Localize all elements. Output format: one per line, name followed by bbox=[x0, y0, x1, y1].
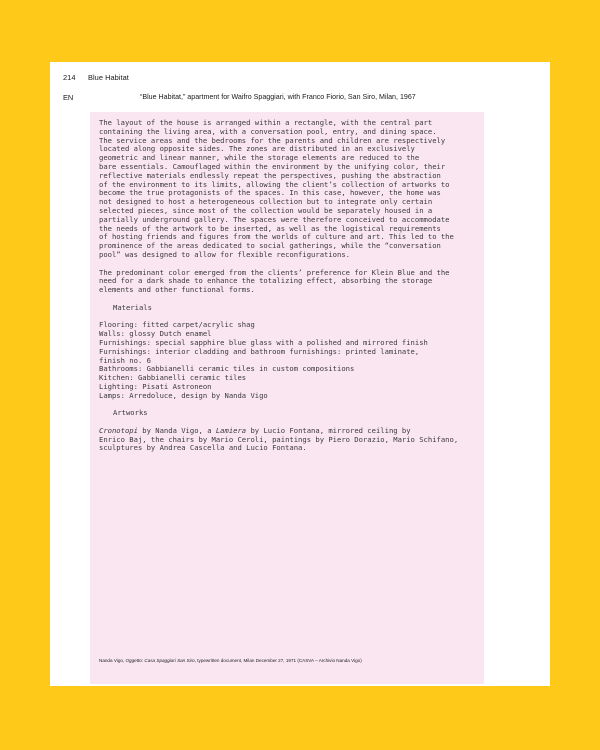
materials-item: Kitchen: Gabbianelli ceramic tiles bbox=[99, 373, 247, 383]
text-line: not designed to host a heterogeneous collection but to integrate only certain bbox=[99, 197, 433, 207]
document-body bbox=[99, 119, 480, 453]
language-label: EN bbox=[63, 93, 74, 102]
materials-item: Bathrooms: Gabbianelli ceramic tiles in custom compositions bbox=[99, 364, 355, 374]
materials-list bbox=[99, 321, 480, 400]
paragraph-color bbox=[99, 269, 480, 295]
materials-item: Lighting: Pisati Astroneon bbox=[99, 381, 212, 391]
text-line: elements and other functional forms. bbox=[99, 285, 255, 295]
book-page bbox=[50, 62, 550, 686]
text-line: The service areas and the bedrooms for the parents and children are respectively bbox=[99, 135, 446, 145]
materials-item: Lamps: Arredoluce, design by Nanda Vigo bbox=[99, 390, 268, 400]
materials-item: Furnishings: special sapphire blue glass with a polished and mirrored finish bbox=[99, 337, 428, 347]
caption-title: Oggetto: Casa Spaggiari San Siro bbox=[125, 658, 195, 663]
artworks-line: Enrico Baj, the chairs by Mario Ceroli, paintings by Piero Dorazio, Mario Schifano, bbox=[99, 434, 459, 444]
text-line: prominence of the areas dedicated to social gatherings, while the “conversation bbox=[99, 241, 441, 251]
text-line: partially underground gallery. The spaces were therefore conceived to accommodate bbox=[99, 214, 450, 224]
text-line: bare essentials. Camouflaged within the environment by the unifying color, their bbox=[99, 161, 446, 171]
text-line: containing the living area, with a conversation pool, entry, and dining space. bbox=[99, 126, 437, 136]
artworks-text-fragment: by Lucio Fontana, mirrored ceiling by bbox=[246, 425, 411, 435]
caption-suffix: , typewritten document, Milan December 27, 1971 (CASVA – Archivio Nanda Vigo) bbox=[194, 658, 362, 663]
artworks-line: sculptures by Andrea Cascella and Lucio Fontana. bbox=[99, 443, 307, 453]
text-line: located along opposite sides. The zones are distributed in an exclusively bbox=[99, 144, 415, 154]
text-line: need for a dark shade to enhance the totalizing effect, absorbing the storage bbox=[99, 276, 433, 286]
text-line: the needs of the artwork to be inserted, as well as the logistical requirements bbox=[99, 223, 441, 233]
text-line: The predominant color emerged from the clients’ preference for Klein Blue and the bbox=[99, 267, 450, 277]
running-title: Blue Habitat bbox=[88, 73, 129, 82]
text-line: of hosting friends and figures from the worlds of culture and art. This led to the bbox=[99, 232, 454, 242]
artwork-title-cronotopi: Cronotopi bbox=[99, 425, 138, 435]
paragraph-layout bbox=[99, 119, 480, 260]
artworks-text-fragment: by Nanda Vigo, a bbox=[137, 425, 216, 435]
text-line: selected pieces, since most of the collection would be separately housed in a bbox=[99, 205, 433, 215]
text-line: become the true protagonists of the spaces. In this case, however, the home was bbox=[99, 188, 441, 198]
running-header bbox=[63, 73, 129, 82]
document-subtitle: “Blue Habitat,” apartment for Waifro Spaggiari, with Franco Fiorio, San Siro, Milan, 1967 bbox=[140, 93, 416, 101]
caption-prefix: Nanda Vigo, bbox=[99, 658, 126, 663]
text-line: pool” was designed to allow for flexible reconfigurations. bbox=[99, 249, 350, 259]
text-line: The layout of the house is arranged within a rectangle, with the central part bbox=[99, 118, 433, 127]
materials-item: Walls: glossy Dutch enamel bbox=[99, 329, 212, 339]
materials-heading: Materials bbox=[113, 302, 152, 312]
text-line: reflective materials endlessly repeat the perspectives, pushing the abstraction bbox=[99, 170, 441, 180]
materials-item: finish no. 6 bbox=[99, 355, 151, 365]
artworks-heading: Artworks bbox=[113, 408, 148, 418]
figure-caption bbox=[99, 658, 480, 663]
typewritten-document bbox=[90, 112, 484, 684]
materials-item: Flooring: fitted carpet/acrylic shag bbox=[99, 320, 255, 330]
text-line: of the environment to its limits, allowing the client’s collection of artworks to bbox=[99, 179, 450, 189]
artworks-text bbox=[99, 427, 480, 453]
artwork-title-lamiera: Lamiera bbox=[215, 425, 247, 435]
page-number: 214 bbox=[63, 73, 76, 82]
text-line: geometric and linear manner, while the storage elements are reduced to the bbox=[99, 153, 420, 163]
materials-item: Furnishings: interior cladding and bathroom furnishings: printed laminate, bbox=[99, 346, 420, 356]
